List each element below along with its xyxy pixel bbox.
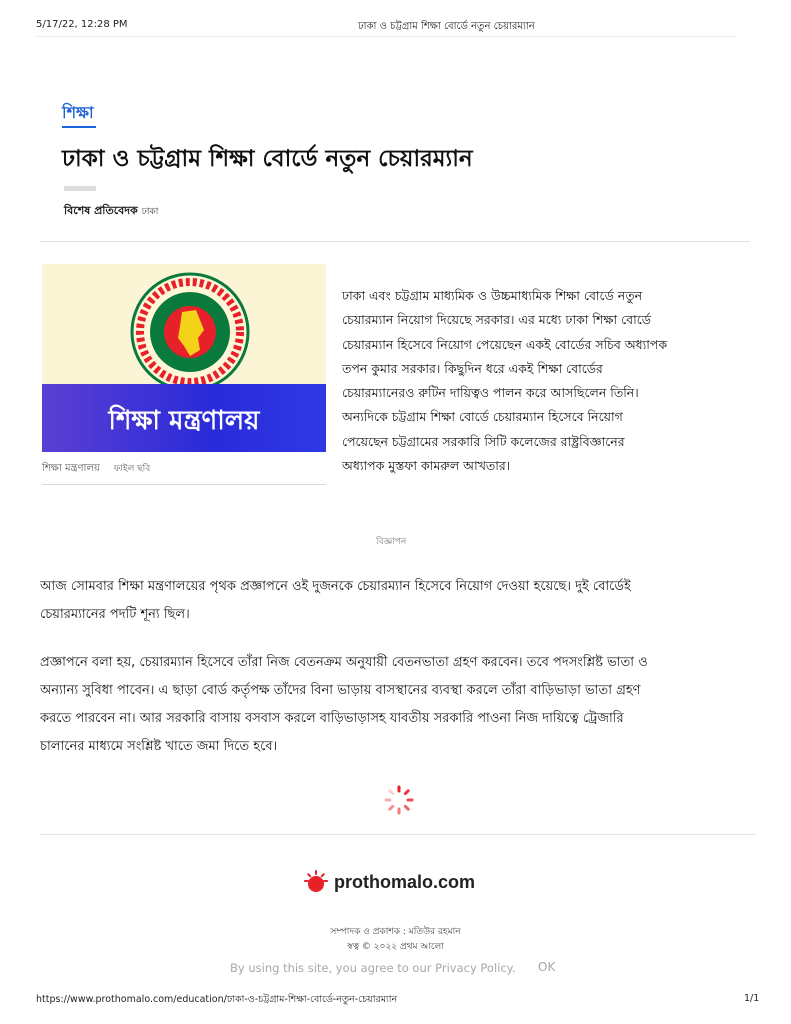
category-link[interactable]: শিক্ষা (62, 103, 94, 122)
brand-name: prothomalo.com (334, 871, 476, 892)
author-name[interactable]: বিশেষ প্রতিবেদক (64, 204, 138, 217)
print-page-number: 1/1 (744, 993, 760, 1004)
author-avatar-placeholder (64, 186, 96, 191)
paragraph-line: আজ সোমবার শিক্ষা মন্ত্রণালয়ের পৃথক প্রজ্ঞাপনে ওই দুজনকে চেয়ারম্যান হিসেবে নিয়োগ দেওয়া হয়েছে। দুই বোর্ডেই (40, 579, 631, 594)
lead-line: অন্যদিকে চট্টগ্রাম শিক্ষা বোর্ডে চেয়ারম্যান হিসেবে নিয়োগ (342, 409, 623, 425)
print-page-title: ঢাকা ও চট্টগ্রাম শিক্ষা বোর্ডে নতুন চেয়ারম্যান (358, 21, 535, 32)
image-caption-text: শিক্ষা মন্ত্রণালয় (42, 463, 100, 474)
ministry-banner (42, 384, 326, 452)
paragraph-line: প্রজ্ঞাপনে বলা হয়, চেয়ারম্যান হিসেবে তাঁরা নিজ বেতনক্রম অনুযায়ী বেতনভাতা গ্রহণ করবেন। তবে পদসংশ্লিষ্ট ভাতা ও (40, 655, 648, 670)
brand-logo-link[interactable] (304, 868, 475, 896)
copyright-line: স্বত্ব © ২০২২ প্রথম আলো (347, 942, 444, 952)
ad-label: বিজ্ঞাপন (376, 537, 407, 547)
byline-divider (40, 241, 750, 242)
article-headline: ঢাকা ও চট্টগ্রাম শিক্ষা বোর্ডে নতুন চেয়ারম্যান (62, 146, 473, 172)
lead-line: চেয়ারম্যান নিয়োগ দিয়েছে সরকার। এর মধ্যে ঢাকা শিক্ষা বোর্ডে (342, 312, 651, 328)
prothomalo-sun-icon (304, 870, 328, 894)
category-underline (62, 126, 96, 128)
editor-line: সম্পাদক ও প্রকাশক : মতিউর রহমান (330, 927, 461, 937)
body-paragraph-2 (40, 649, 760, 761)
image-credit: ফাইল ছবি (113, 464, 151, 474)
lead-line: ঢাকা এবং চট্টগ্রাম মাধ্যমিক ও উচ্চমাধ্যমিক শিক্ষা বোর্ডে নতুন (342, 288, 643, 303)
lead-line: চেয়ারম্যান হিসেবে নিয়োগ পেয়েছেন একই বোর্ডের সচিব অধ্যাপক (342, 336, 668, 352)
header-divider (36, 36, 736, 37)
government-seal-icon (130, 272, 250, 392)
lead-paragraph (342, 284, 757, 478)
paragraph-line: অন্যান্য সুবিধা পাবেন। এ ছাড়া বোর্ড কর্তৃপক্ষ তাঁদের বিনা ভাড়ায় বাসস্থানের ব্যবস্থা করলে তাঁরা বাড়িভাড়া ভাতা গ্রহণ (40, 683, 641, 698)
print-url: https://www.prothomalo.com/education/ঢাকা-ও-চট্টগ্রাম-শিক্ষা-বোর্ডে-নতুন-চেয়ারম্যান (36, 994, 398, 1005)
image-caption (42, 461, 150, 478)
print-datetime: 5/17/22, 12:28 PM (36, 19, 128, 30)
paragraph-line: করতে পারবেন না। আর সরকারি বাসায় বসবাস করলে বাড়িভাড়াসহ যাবতীয় সরকারি পাওনা নিজ দায়িত্বে ট্রেজারি (40, 711, 624, 726)
lead-line: অধ্যাপক মুস্তফা কামরুল আখতার। (342, 458, 511, 474)
lead-line: পেয়েছেন চট্টগ্রামের সরকারি সিটি কলেজের রাষ্ট্রবিজ্ঞানের (342, 433, 625, 449)
body-paragraph-1 (40, 573, 760, 629)
article-image (42, 264, 326, 452)
lead-line: তপন কুমার সরকার। কিছুদিন ধরে একই শিক্ষা বোর্ডের (342, 360, 603, 376)
paragraph-line: চালানের মাধ্যমে সংশ্লিষ্ট খাতে জমা দিতে হবে। (40, 739, 278, 754)
paragraph-line: চেয়ারম্যানের পদটি শূন্য ছিল। (40, 607, 190, 622)
consent-ok-button[interactable]: OK (538, 960, 556, 974)
ministry-banner-text: শিক্ষা মন্ত্রণালয় (108, 406, 260, 436)
footer-divider (40, 834, 756, 835)
privacy-consent-text: By using this site, you agree to our Privacy Policy. (230, 961, 516, 975)
byline-location: ঢাকা (141, 207, 159, 217)
lead-line: চেয়ারম্যানেরও রুটিন দায়িত্বও পালন করে আসছিলেন তিনি। (342, 385, 639, 401)
byline (64, 202, 158, 221)
caption-divider (42, 484, 326, 485)
loading-spinner-icon (383, 784, 415, 816)
